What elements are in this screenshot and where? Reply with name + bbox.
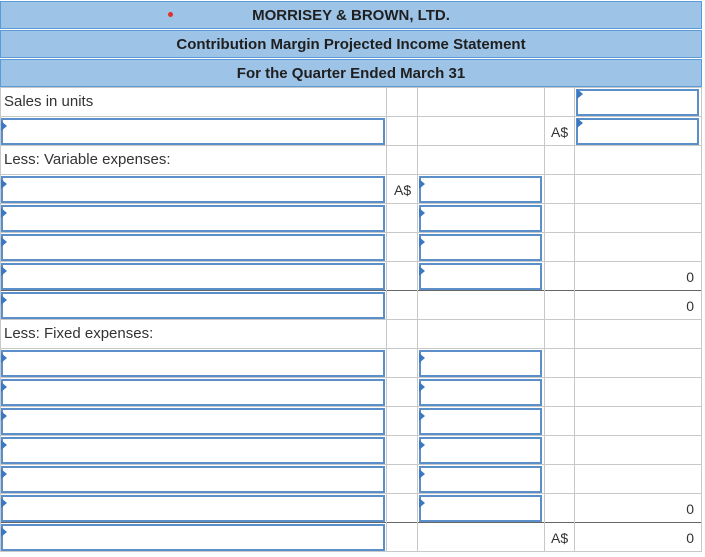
fixed-expense-amount-input-1[interactable]: [419, 350, 542, 377]
statement-title: Contribution Margin Projected Income Statement: [176, 35, 526, 53]
period-header: [0, 59, 702, 87]
input-marker-icon: [1, 382, 7, 392]
fixed-expense-amount-input-5[interactable]: [419, 466, 542, 493]
input-marker-icon: [419, 237, 425, 247]
company-name: MORRISEY & BROWN, LTD.: [252, 6, 450, 24]
input-marker-icon: [1, 121, 7, 131]
variable-expense-label-input-4[interactable]: [1, 263, 385, 290]
input-marker-icon: [577, 118, 583, 128]
input-marker-icon: [1, 179, 7, 189]
fixed-expense-amount-input-6[interactable]: [419, 495, 542, 522]
fixed-expense-amount-input-2[interactable]: [419, 379, 542, 406]
fixed-expense-amount-input-3[interactable]: [419, 408, 542, 435]
company-name-header: [0, 1, 702, 29]
variable-expense-label-input-3[interactable]: [1, 234, 385, 261]
variable-expense-amount-input-2[interactable]: [419, 205, 542, 232]
input-marker-icon: [419, 382, 425, 392]
input-marker-icon: [1, 469, 7, 479]
input-marker-icon: [1, 440, 7, 450]
statement-title-header: [0, 30, 702, 58]
input-marker-icon: [1, 208, 7, 218]
variable-expense-amount-input-3[interactable]: [419, 234, 542, 261]
sales-units-label: Sales in units: [4, 93, 94, 110]
total-fixed-value: 0: [686, 501, 694, 517]
period-title: For the Quarter Ended March 31: [236, 64, 466, 82]
input-marker-icon: [419, 469, 425, 479]
net-income-value: 0: [686, 530, 694, 546]
contribution-margin-label-input[interactable]: [1, 292, 385, 319]
input-marker-icon: [1, 237, 7, 247]
fixed-expense-label-input-5[interactable]: [1, 466, 385, 493]
fixed-expense-label-input-1[interactable]: [1, 350, 385, 377]
sales-label-input[interactable]: [1, 118, 385, 145]
variable-expense-label-input-1[interactable]: [1, 176, 385, 203]
variable-total-value: 0: [686, 269, 694, 285]
fixed-expense-amount-input-4[interactable]: [419, 437, 542, 464]
sales-amount-input[interactable]: [576, 118, 699, 145]
input-marker-icon: [1, 498, 7, 508]
net-income-label-input[interactable]: [1, 524, 385, 551]
sales-units-input[interactable]: [576, 89, 699, 116]
input-marker-icon: [419, 208, 425, 218]
total-fixed-label-input[interactable]: [1, 495, 385, 522]
required-marker-dot: [168, 12, 173, 17]
fixed-expense-label-input-3[interactable]: [1, 408, 385, 435]
currency-symbol: A$: [394, 182, 412, 198]
currency-symbol: A$: [551, 530, 569, 546]
input-marker-icon: [419, 179, 425, 189]
input-marker-icon: [1, 295, 7, 305]
variable-expense-amount-input-1[interactable]: [419, 176, 542, 203]
input-marker-icon: [1, 527, 7, 537]
variable-expense-amount-input-4[interactable]: [419, 263, 542, 290]
contribution-margin-value: 0: [686, 298, 694, 314]
input-marker-icon: [419, 266, 425, 276]
input-marker-icon: [419, 353, 425, 363]
input-marker-icon: [419, 498, 425, 508]
input-marker-icon: [1, 353, 7, 363]
variable-expense-label-input-2[interactable]: [1, 205, 385, 232]
input-marker-icon: [1, 266, 7, 276]
input-marker-icon: [419, 411, 425, 421]
input-marker-icon: [577, 89, 583, 99]
input-marker-icon: [1, 411, 7, 421]
currency-symbol: A$: [551, 124, 569, 140]
fixed-expense-label-input-4[interactable]: [1, 437, 385, 464]
variable-expenses-label: Less: Variable expenses:: [4, 151, 171, 168]
fixed-expense-label-input-2[interactable]: [1, 379, 385, 406]
input-marker-icon: [419, 440, 425, 450]
fixed-expenses-label: Less: Fixed expenses:: [4, 325, 154, 342]
